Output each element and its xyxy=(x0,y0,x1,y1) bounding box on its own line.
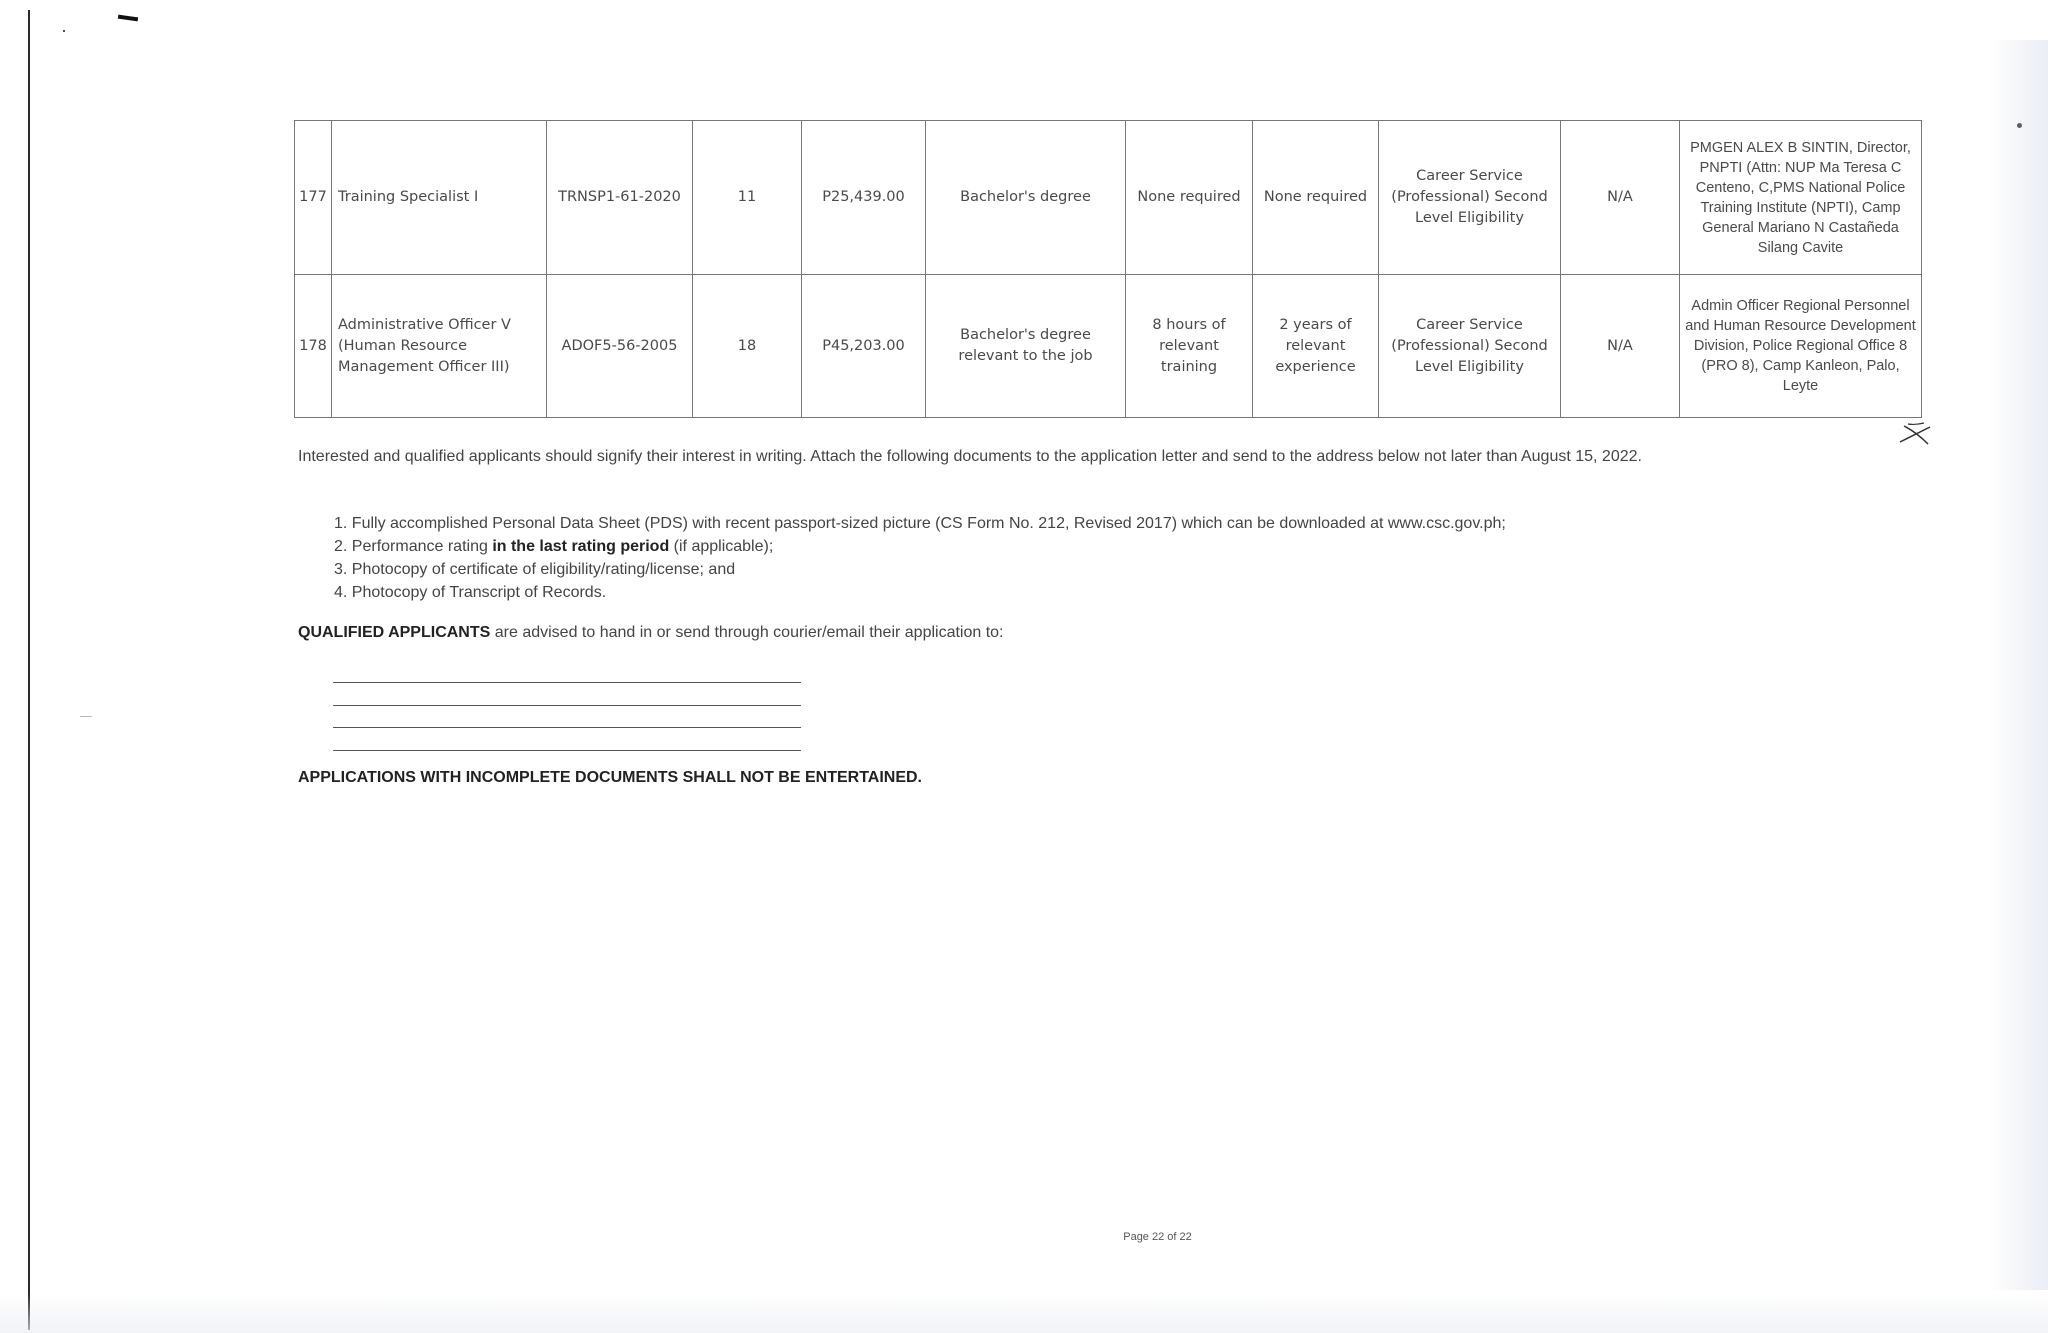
list-item xyxy=(334,535,1506,558)
address-blank-line xyxy=(333,682,801,683)
monthly-salary: P25,439.00 xyxy=(802,121,926,275)
list-number: 3. xyxy=(334,561,348,578)
page-number: Page 22 of 22 xyxy=(1123,1231,1192,1243)
scan-shadow xyxy=(0,1293,2048,1333)
item-number: 177 xyxy=(295,121,332,275)
eligibility-requirement: Career Service (Professional) Second Level Eligibility xyxy=(1379,121,1561,275)
training-requirement: 8 hours of relevant training xyxy=(1126,275,1253,418)
requirements-list xyxy=(334,512,1506,604)
address-blank-line xyxy=(333,750,801,751)
experience-requirement: None required xyxy=(1253,121,1379,275)
intro-paragraph: Interested and qualified applicants should signify their interest in writing. Attach the following documents to the application letter and send to the address below not later than August 15, 2022. xyxy=(298,448,1642,465)
scan-speck xyxy=(80,716,92,717)
qualified-applicants-note xyxy=(298,624,1004,642)
table-row xyxy=(295,121,1922,275)
position-title: Training Specialist I xyxy=(332,121,547,275)
competency: N/A xyxy=(1561,121,1680,275)
list-number: 4. xyxy=(334,584,348,601)
education-requirement: Bachelor's degree xyxy=(926,121,1126,275)
scan-speck xyxy=(63,30,65,32)
list-number: 2. xyxy=(334,538,348,555)
place-of-assignment: PMGEN ALEX B SINTIN, Director, PNPTI (Attn: NUP Ma Teresa C Centeno, C,PMS National Police Training Institute (NPTI), Camp General Mariano N Castañeda Silang Cavite xyxy=(1680,121,1922,275)
list-text: Photocopy of certificate of eligibility/rating/license; and xyxy=(351,561,736,578)
experience-requirement: 2 years of relevant experience xyxy=(1253,275,1379,418)
eligibility-requirement: Career Service (Professional) Second Level Eligibility xyxy=(1379,275,1561,418)
incomplete-documents-warning: APPLICATIONS WITH INCOMPLETE DOCUMENTS SHALL NOT BE ENTERTAINED. xyxy=(298,769,922,786)
list-text: Photocopy of Transcript of Records. xyxy=(351,584,607,601)
handwritten-mark xyxy=(1898,422,1932,446)
qualified-label: QUALIFIED APPLICANTS xyxy=(298,624,491,641)
education-requirement: Bachelor's degree relevant to the job xyxy=(926,275,1126,418)
vacancy-table xyxy=(294,120,1922,418)
list-item xyxy=(334,558,1506,581)
address-blank-line xyxy=(333,727,801,728)
list-text-bold: in the last rating period xyxy=(492,538,670,555)
competency: N/A xyxy=(1561,275,1680,418)
address-blank-line xyxy=(333,705,801,706)
salary-grade: 18 xyxy=(693,275,802,418)
scan-shadow xyxy=(1988,40,2048,1290)
list-text: Fully accomplished Personal Data Sheet (PDS) with recent passport-sized picture (CS Form No. 212, Revised 2017) which can be downloaded at www.csc.gov.ph; xyxy=(351,515,1506,532)
place-of-assignment: Admin Officer Regional Personnel and Human Resource Development Division, Police Regional Office 8 (PRO 8), Camp Kanleon, Palo, Leyte xyxy=(1680,275,1922,418)
scan-border-line xyxy=(28,10,30,1330)
list-text: (if applicable); xyxy=(673,538,774,555)
qualified-text: are advised to hand in or send through courier/email their application to: xyxy=(494,624,1004,641)
table-row xyxy=(295,275,1922,418)
plantilla-item: ADOF5-56-2005 xyxy=(547,275,693,418)
plantilla-item: TRNSP1-61-2020 xyxy=(547,121,693,275)
list-text: Performance rating xyxy=(351,538,488,555)
training-requirement: None required xyxy=(1126,121,1253,275)
list-item xyxy=(334,581,1506,604)
list-item xyxy=(334,512,1506,535)
list-number: 1. xyxy=(334,515,348,532)
salary-grade: 11 xyxy=(693,121,802,275)
scan-mark xyxy=(118,15,138,22)
monthly-salary: P45,203.00 xyxy=(802,275,926,418)
item-number: 178 xyxy=(295,275,332,418)
position-title: Administrative Officer V (Human Resource Management Officer III) xyxy=(332,275,547,418)
